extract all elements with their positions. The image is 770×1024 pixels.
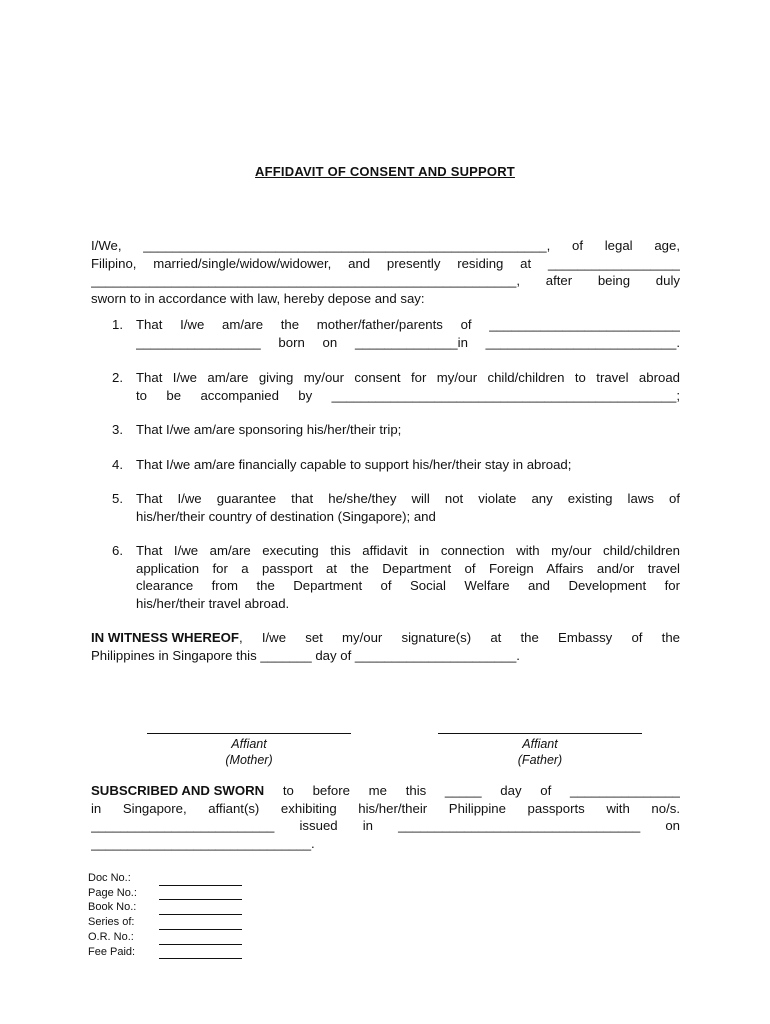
sworn-line-2: in Singapore, affiant(s) exhibiting his/her/their Philippine passports with no/s. [91,800,680,816]
list-item-number: 4. [112,457,123,472]
list-item [112,456,680,474]
intro-line-3 [91,272,680,290]
doc-row [88,886,242,901]
intro-line-4: sworn to in accordance with law, hereby depose and say: [91,290,425,306]
doc-row [88,930,242,945]
list-item-line: to be accompanied by _______________________________________________; [136,387,680,403]
sworn-heading: SUBSCRIBED AND SWORN [91,783,265,798]
signature-role: (Father) [517,753,563,767]
doc-blank-line [159,903,242,915]
list-item [112,316,680,351]
intro-line-2: Filipino, married/single/widow/widower, and presently residing at __________________ [91,255,680,271]
intro-line-3-blank: __________________________________________________________, [91,273,521,288]
list-item-line: That I/we am/are sponsoring his/her/their trip; [136,422,402,437]
list-item [112,542,680,612]
doc-label: Page No.: [88,886,137,899]
signature-title: Affiant [231,737,267,751]
list-item-number: 5. [112,491,123,506]
witness-heading: IN WITNESS WHEREOF [91,630,239,645]
doc-blank-line [159,918,242,930]
doc-row [88,900,242,915]
signature-role: (Mother) [225,753,273,767]
signature-block-mother [147,733,351,768]
doc-label: Book No.: [88,901,137,914]
witness-line-2: Philippines in Singapore this _______ day of ______________________. [91,647,520,663]
witness-line-1 [91,629,680,647]
witness-line-1-text: , I/we set my/our signature(s) at the Embassy of the [239,630,680,645]
list-item-line: application for a passport at the Department of Foreign Affairs and/or travel [136,560,680,576]
doc-label: Fee Paid: [88,945,136,958]
signature-line [438,733,642,734]
list-item-number: 1. [112,317,123,332]
list-item [112,421,680,439]
list-item-line: That I/we am/are giving my/our consent for my/our child/children to travel abroad [136,370,680,385]
list-item-number: 2. [112,370,123,385]
doc-label: Series of: [88,916,135,929]
signature-line [147,733,351,734]
intro-paragraph [91,237,680,307]
list-item-line: his/her/their country of destination (Singapore); and [136,508,436,524]
list-item-number: 3. [112,422,123,437]
sworn-line-1-text: to before me this _____ day of _______________ [264,783,680,798]
sworn-line-4: ______________________________. [91,835,315,851]
witness-paragraph [91,629,680,664]
sworn-paragraph [91,782,680,852]
intro-line-1: I/We, _______________________________________________________, of legal age, [91,238,680,253]
sworn-line-3: _________________________ issued in _________________________________ on [91,818,680,833]
list-item [112,490,680,525]
list-item-line: _________________ born on ______________in __________________________. [136,334,680,350]
list-item-line: clearance from the Department of Social Welfare and Development for [136,578,680,593]
doc-row [88,915,242,930]
doc-row [88,871,242,886]
intro-word-after: after [545,273,573,288]
list-item [112,369,680,404]
doc-label: Doc No.: [88,872,131,884]
doc-blank-line [159,947,242,959]
doc-blank-line [159,874,242,886]
doc-row [88,945,242,960]
list-item-line: his/her/their travel abroad. [136,595,290,611]
intro-word-duly: duly [655,273,680,288]
list-item-line: That I/we am/are executing this affidavit in connection with my/our child/children [136,543,680,558]
list-item-number: 6. [112,543,123,558]
signature-block-father [438,733,642,768]
doc-label: O.R. No.: [88,930,134,943]
sworn-line-1 [91,782,680,800]
notarial-record [88,871,242,959]
doc-blank-line [159,933,242,945]
list-item-line: That I/we am/are financially capable to support his/her/their stay in abroad; [136,457,572,472]
intro-word-being: being [597,273,631,288]
doc-blank-line [159,888,242,900]
signature-title: Affiant [522,737,558,751]
document-title: AFFIDAVIT OF CONSENT AND SUPPORT [255,164,515,179]
list-item-line: That I/we guarantee that he/she/they will not violate any existing laws of [136,491,680,506]
list-item-line: That I/we am/are the mother/father/parents of __________________________ [136,317,680,332]
